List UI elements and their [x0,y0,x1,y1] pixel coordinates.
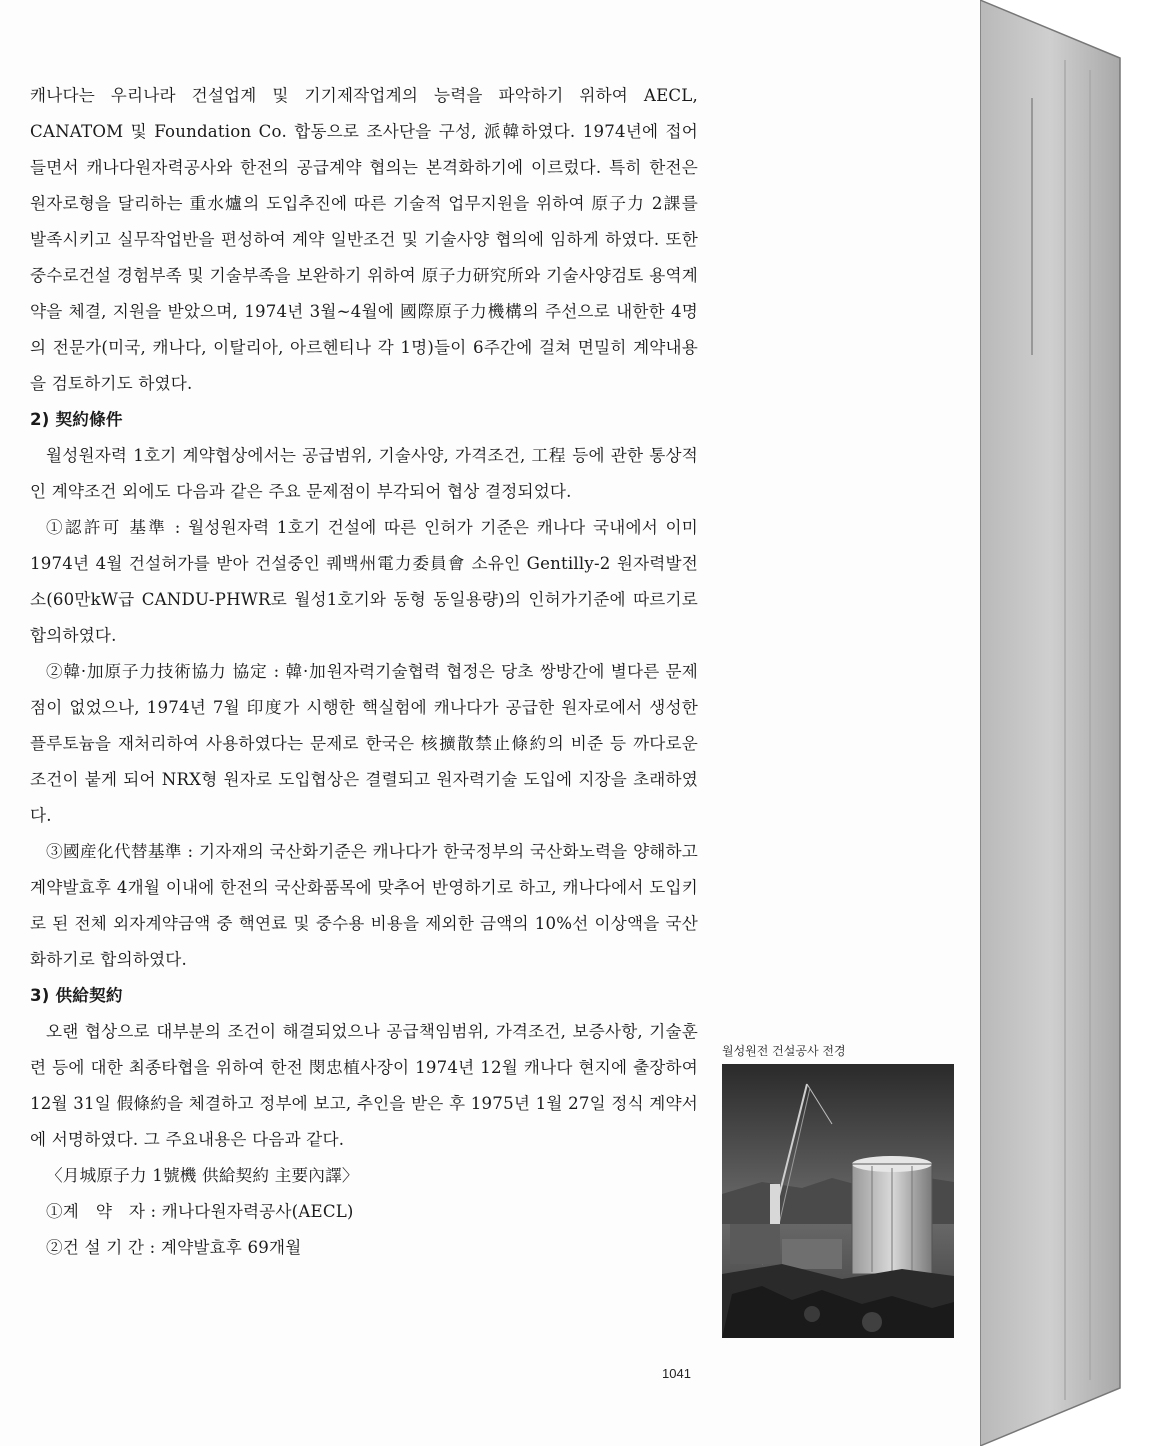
paragraph-intro: 캐나다는 우리나라 건설업계 및 기기제작업계의 능력을 파악하기 위하여 AECL, CANATOM 및 Foundation Co. 합동으로 조사단을 구성, 派韓하였다. 1974년에 접어 들면서 캐나다원자력공사와 한전의 공급계약 협의는 본격화하기에 이르렀다. 특히 한전은 원자로형을 달리하는 重水爐의 도입추진에 따른 기술적 업무지원을 위하여 原子力 2課를 발족시키고 실무작업반을 편성하여 계약 일반조건 및 기술사양 협의에 임하게 하였다. 또한 중수로건설 경험부족 및 기술부족을 보완하기 위하여 原子力研究所와 기술사양검토 용역계약을 체결, 지원을 받았으며, 1974년 3월~4월에 國際原子力機構의 주선으로 내한한 4명의 전문가(미국, 캐나다, 이탈리아, 아르헨티나 각 1명)들이 6주간에 걸쳐 면밀히 계약내용을 검토하기도 하였다. [30,86,698,393]
paragraph-supply-contract: 오랜 협상으로 대부분의 조건이 해결되었으나 공급책임범위, 가격조건, 보증사항, 기술훈련 등에 대한 최종타협을 위하여 한전 閔忠植사장이 1974년 12월 캐나다 현지에 출장하여 12월 31일 假條約을 체결하고 정부에 보고, 추인을 받은 후 1975년 1월 27일 정식 계약서에 서명하였다. 그 주요내용은 다음과 같다. [30,1022,698,1149]
list-item-contractor: ①계 약 자 : 캐나다원자력공사(AECL) [46,1202,354,1221]
item-licensing-standard: ①認許可 基準 : 월성원자력 1호기 건설에 따른 인허가 기준은 캐나다 국내에서 이미 1974년 4월 건설허가를 받아 건설중인 퀘백州電力委員會 소유인 Gentilly-2 원자력발전소(60만kW급 CANDU-PHWR로 월성1호기와 동형 동일용량)의 인허가기준에 따르기로 합의하였다. [30,518,698,645]
body-text [30,78,698,1266]
construction-photo [722,1064,954,1338]
item-cooperation-agreement: ②韓·加原子力技術協力 協定 : 韓·加원자력기술협력 협정은 당초 쌍방간에 별다른 문제점이 없었으나, 1974년 7월 印度가 시행한 핵실험에 캐나다가 공급한 원자로에서 생성한 플루토늄을 재처리하여 사용하였다는 문제로 한국은 核擴散禁止條約의 비준 등 까다로운 조건이 붙게 되어 NRX형 원자로 도입협상은 결렬되고 원자력기술 도입에 지장을 초래하였다. [30,662,698,825]
section-heading-supply-contract: 3) 供給契約 [30,986,123,1005]
item-localization-standard: ③國産化代替基準 : 기자재의 국산화기준은 캐나다가 한국정부의 국산화노력을 양해하고 계약발효후 4개월 이내에 한전의 국산화품목에 맞추어 반영하기로 하고, 캐나다에서 도입키로 된 전체 외자계약금액 중 핵연료 및 중수용 비용을 제외한 금액의 10%선 이상액을 국산화하기로 합의하였다. [30,842,698,969]
section-heading-contract-conditions: 2) 契約條件 [30,410,123,429]
list-title: 〈月城原子力 1號機 供給契約 主要內譯〉 [46,1166,359,1185]
paragraph-contract-conditions: 월성원자력 1호기 계약협상에서는 공급범위, 기술사양, 가격조건, 工程 등에 관한 통상적인 계약조건 외에도 다음과 같은 주요 문제점이 부각되어 협상 결정되었다. [30,446,698,501]
list-item-construction-period: ②건 설 기 간 : 계약발효후 69개월 [46,1238,302,1257]
book-edge [980,0,1173,1446]
page-number: 1041 [662,1366,691,1381]
figure-caption: 월성원전 건설공사 전경 [722,1044,846,1058]
book-pages-edge-graphic [980,0,1173,1446]
figure [722,1044,954,1338]
